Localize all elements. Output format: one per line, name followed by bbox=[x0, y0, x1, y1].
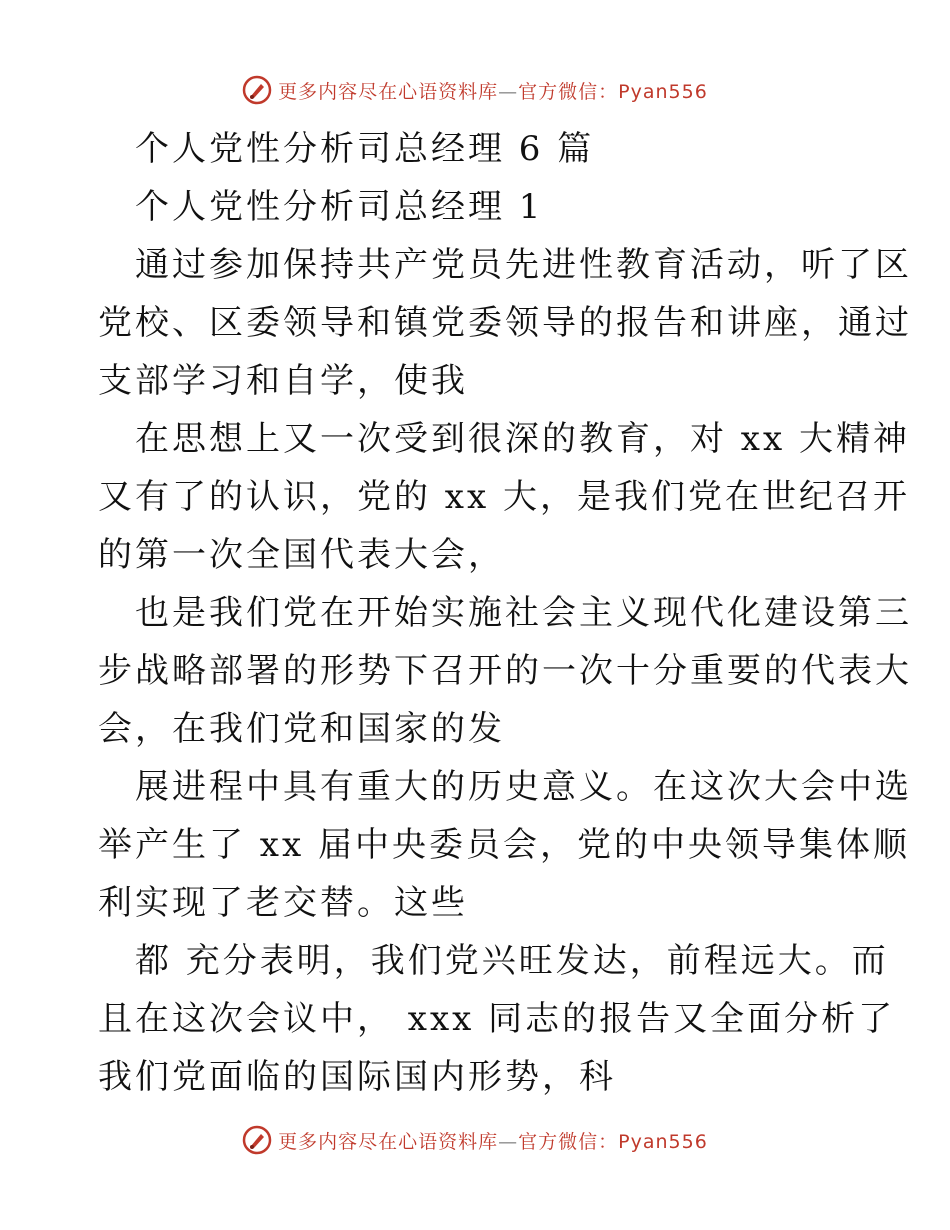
paragraph-line: 党校、区委领导和镇党委领导的报告和讲座，通过 bbox=[98, 303, 912, 343]
paragraph-line: 支部学习和自学，使我 bbox=[98, 361, 468, 401]
paragraph-1 bbox=[98, 236, 912, 410]
pen-logo-icon bbox=[242, 75, 272, 105]
paragraph-line: 展进程中具有重大的历史意义。在这次大会中选 bbox=[135, 767, 912, 807]
document-body bbox=[98, 120, 912, 1106]
watermark-text: 更多内容尽在心语资料库—官方微信：Pyan556 bbox=[278, 1130, 708, 1153]
document-subtitle: 个人党性分析司总经理 1 bbox=[135, 187, 544, 227]
paragraph-4 bbox=[98, 758, 912, 932]
pen-logo-icon bbox=[242, 1125, 272, 1155]
paragraph-2 bbox=[98, 410, 910, 584]
paragraph-line: 的第一次全国代表大会， bbox=[98, 535, 505, 575]
document-title: 个人党性分析司总经理 6 篇 bbox=[135, 129, 595, 169]
paragraph-line: 通过参加保持共产党员先进性教育活动，听了区 bbox=[135, 245, 912, 285]
paragraph-line: 也是我们党在开始实施社会主义现代化建设第三 bbox=[135, 593, 912, 633]
paragraph-5 bbox=[98, 932, 896, 1106]
paragraph-3 bbox=[98, 584, 912, 758]
paragraph-line: 会，在我们党和国家的发 bbox=[98, 709, 505, 749]
paragraph-line: 都 充分表明，我们党兴旺发达，前程远大。而 bbox=[135, 941, 889, 981]
paragraph-line: 举产生了 xx 届中央委员会，党的中央领导集体顺 bbox=[98, 825, 910, 865]
watermark-text: 更多内容尽在心语资料库—官方微信：Pyan556 bbox=[278, 80, 708, 103]
footer-watermark bbox=[0, 1120, 950, 1160]
paragraph-line: 又有了的认识，党的 xx 大，是我们党在世纪召开 bbox=[98, 477, 910, 517]
header-watermark bbox=[0, 70, 950, 110]
paragraph-line: 我们党面临的国际国内形势，科 bbox=[98, 1057, 616, 1097]
paragraph-line: 且在这次会议中， xxx 同志的报告又全面分析了 bbox=[98, 999, 896, 1039]
paragraph-line: 在思想上又一次受到很深的教育，对 xx 大精神 bbox=[135, 419, 910, 459]
paragraph-line: 步战略部署的形势下召开的一次十分重要的代表大 bbox=[98, 651, 912, 691]
paragraph-line: 利实现了老交替。这些 bbox=[98, 883, 468, 923]
